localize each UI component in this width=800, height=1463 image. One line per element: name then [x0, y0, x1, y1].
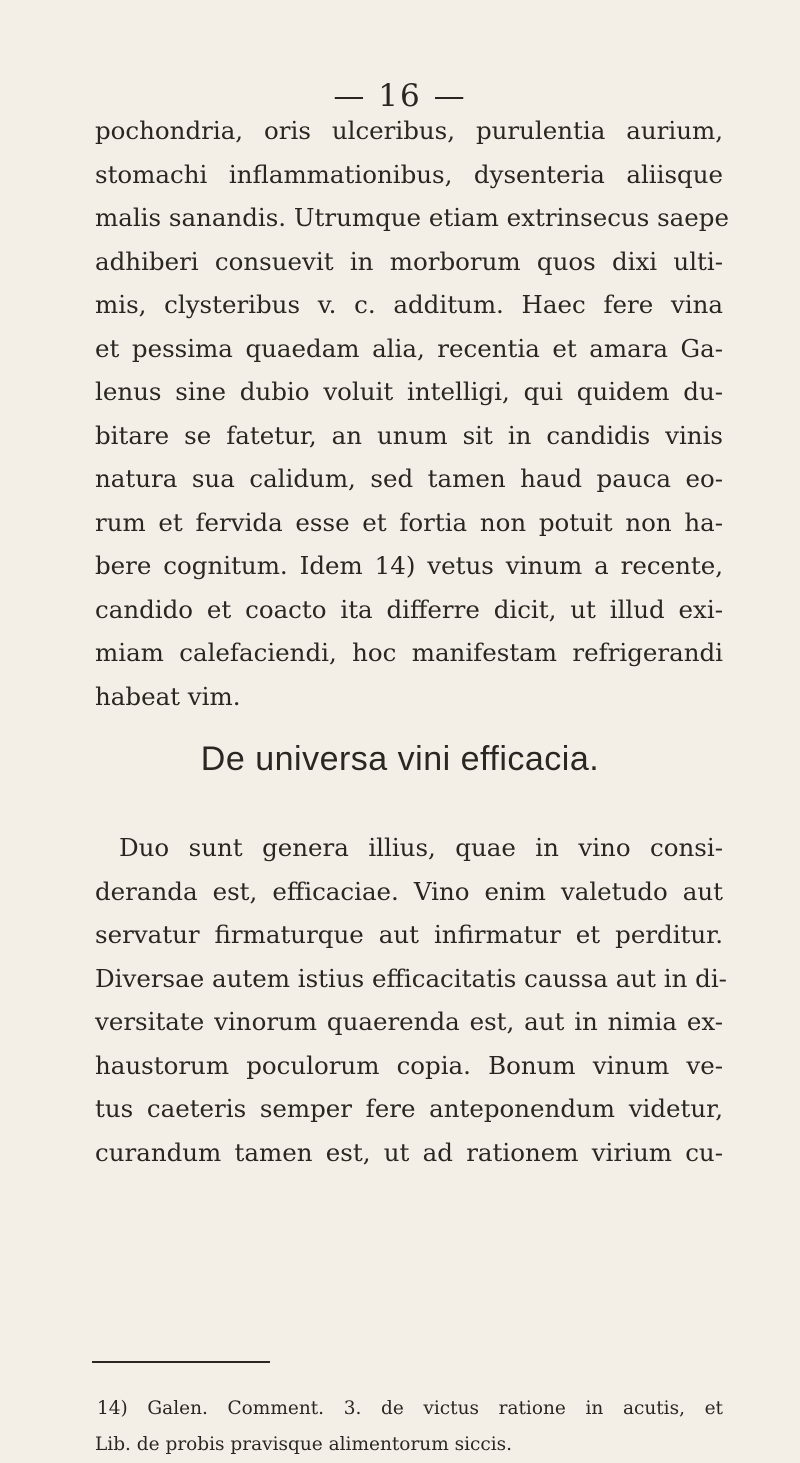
- text-line: lenus sine dubio voluit intelligi, qui quidem du-: [95, 377, 723, 406]
- text-line: curandum tamen est, ut ad rationem virium cu-: [95, 1137, 723, 1167]
- text-line: pochondria, oris ulceribus, purulentia aurium,: [95, 116, 723, 145]
- text-line: servatur firmaturque aut infirmatur et perditur.: [95, 920, 723, 949]
- section-heading: De universa vini efficacia.: [200, 740, 600, 778]
- text-line: adhiberi consuevit in morborum quos dixi ulti-: [95, 246, 723, 276]
- text-line: miam calefaciendi, hoc manifestam refrigerandi: [95, 638, 723, 667]
- text-line: tus caeteris semper fere anteponendum videtur,: [95, 1094, 723, 1123]
- footnote-line: 14) Galen. Comment. 3. de victus ratione in acutis, et: [97, 1398, 723, 1419]
- text-line: et pessima quaedam alia, recentia et amara Ga-: [95, 333, 723, 363]
- text-line: mis, clysteribus v. c. additum. Haec fere vina: [95, 290, 723, 319]
- text-line: Diversae autem istius efficacitatis caussa aut in di-: [95, 963, 727, 993]
- text-line: versitate vinorum quaerenda est, aut in nimia ex-: [95, 1007, 723, 1036]
- text-line: malis sanandis. Utrumque etiam extrinsecus saepe: [95, 203, 729, 232]
- text-line: candido et coacto ita differre dicit, ut illud exi-: [95, 594, 723, 624]
- text-line: natura sua calidum, sed tamen haud pauca eo-: [95, 464, 723, 493]
- text-line: bitare se fatetur, an unum sit in candidis vinis: [95, 420, 723, 450]
- footnote-divider: [92, 1361, 270, 1363]
- text-line: habeat vim.: [95, 681, 241, 711]
- paragraph-2: [95, 826, 727, 1174]
- text-line: Duo sunt genera illius, quae in vino consi-: [119, 833, 723, 862]
- page-number: — 16 —: [333, 78, 467, 114]
- text-line: rum et fervida esse et fortia non potuit non ha-: [95, 507, 723, 537]
- text-line: bere cognitum. Idem 14) vetus vinum a recente,: [95, 551, 723, 580]
- footnote-line: Lib. de probis pravisque alimentorum siccis.: [95, 1434, 513, 1455]
- text-line: stomachi inflammationibus, dysenteria aliisque: [95, 159, 723, 189]
- footnote: [95, 1391, 723, 1463]
- paragraph-1: [95, 109, 729, 718]
- text-line: deranda est, efficaciae. Vino enim valetudo aut: [95, 876, 723, 906]
- text-line: haustorum poculorum copia. Bonum vinum ve-: [95, 1050, 723, 1080]
